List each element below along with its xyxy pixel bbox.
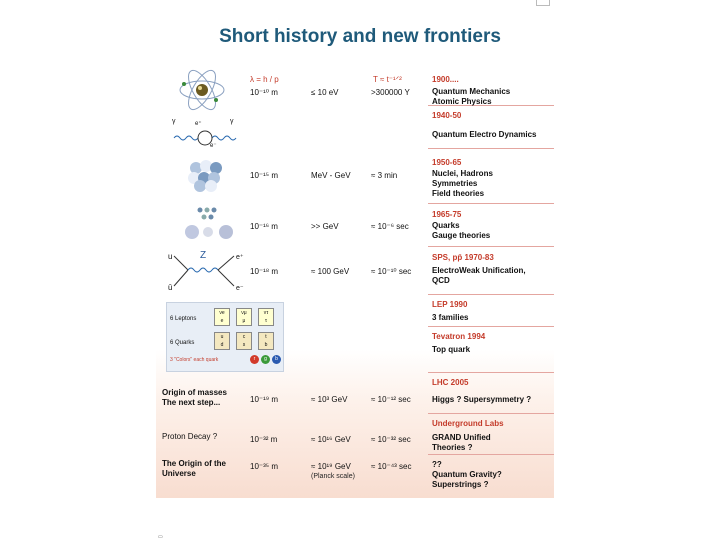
scale-value: 10⁻¹⁶ m — [250, 222, 278, 231]
era-body: Quarks Gauge theories — [432, 221, 491, 240]
energy-value: ≈ 100 GeV — [311, 267, 350, 276]
energy-value: ≤ 10 eV — [311, 88, 339, 97]
ew-ubar: ū — [168, 283, 173, 292]
time-value: ≈ 10⁻⁶ sec — [371, 222, 409, 231]
scale-value: 10⁻¹⁵ m — [250, 171, 278, 180]
atom-illustration — [176, 64, 228, 116]
ew-u: u — [168, 252, 173, 261]
era-head: SPS, pp̄ 1970-83 — [432, 253, 494, 262]
ew-eminus: e⁻ — [236, 285, 244, 292]
era-body: ?? Quantum Gravity? Superstrings ? — [432, 460, 502, 489]
energy-value: ≈ 10¹⁶ GeV — [311, 435, 351, 444]
era-divider — [428, 203, 554, 204]
era-divider — [428, 454, 554, 455]
energy-value: ≈ 10³ GeV — [311, 395, 348, 404]
era-head: Underground Labs — [432, 419, 504, 428]
lepton-cell: ντ τ — [258, 308, 274, 326]
era-body: Higgs ? Supersymmetry ? — [432, 395, 532, 404]
quarks-illustration — [182, 204, 242, 242]
era-divider — [428, 246, 554, 247]
era-divider — [428, 413, 554, 414]
nucleus-illustration — [184, 154, 228, 194]
energy-value: MeV - GeV — [311, 171, 351, 180]
scale-value: 10⁻¹⁹ m — [250, 395, 279, 404]
scale-value: 10⁻³⁵ m — [250, 462, 278, 471]
time-value: >300000 Y — [371, 88, 410, 97]
lepton-cell: νμ μ — [236, 308, 252, 326]
lambda-header: λ = h / p — [250, 75, 279, 84]
quark-cell: c s — [236, 332, 252, 350]
qed-eplus: e⁺ — [195, 121, 202, 127]
qed-eminus: e⁻ — [210, 143, 217, 149]
era-divider — [428, 326, 554, 327]
quark-cell: u d — [214, 332, 230, 350]
page-title: Short history and new frontiers — [219, 26, 501, 47]
era-head: 1950-65 — [432, 158, 462, 167]
era-head: 1900.... — [432, 75, 459, 84]
time-value: ≈ 10⁻¹² sec — [371, 395, 411, 404]
proton-decay-label: Proton Decay ? — [162, 432, 218, 441]
temperature-header: T ≈ t⁻¹ᐟ² — [373, 75, 402, 84]
qed-gamma-left: γ — [172, 118, 176, 125]
era-divider — [428, 294, 554, 295]
leptons-label: 6 Leptons — [170, 316, 197, 322]
era-body: Top quark — [432, 345, 471, 354]
qed-gamma-right: γ — [230, 118, 234, 125]
color-dot-green: g — [261, 355, 270, 364]
era-body: GRAND Unified Theories ? — [432, 433, 491, 452]
era-body: Quantum Mechanics Atomic Physics — [432, 87, 511, 106]
ew-eplus: e⁺ — [236, 254, 244, 261]
quarks-label: 6 Quarks — [170, 340, 195, 346]
era-divider — [428, 372, 554, 373]
color-dot-blue: b — [272, 355, 281, 364]
lepton-cell: νe e — [214, 308, 230, 326]
era-head: 1940-50 — [432, 111, 462, 120]
time-value: ≈ 10⁻⁴³ sec — [371, 462, 412, 471]
era-head: 1965-75 — [432, 210, 462, 219]
planck-note: (Planck scale) — [311, 473, 355, 480]
scale-value: 10⁻¹⁸ m — [250, 267, 279, 276]
corner-logo — [536, 0, 550, 6]
time-value: ≈ 3 min — [371, 171, 398, 180]
origin-universe-label: The Origin of the Universe — [162, 459, 226, 478]
color-dot-red: r — [250, 355, 259, 364]
era-body: 3 families — [432, 313, 469, 322]
era-head: LHC 2005 — [432, 378, 469, 387]
footer-logo: ▭ — [158, 534, 163, 540]
ew-z: Z — [200, 250, 207, 261]
quark-cell: t b — [258, 332, 274, 350]
energy-value: >> GeV — [311, 222, 339, 231]
time-value: ≈ 10⁻³² sec — [371, 435, 411, 444]
energy-value: ≈ 10¹⁹ GeV — [311, 462, 351, 471]
time-value: ≈ 10⁻¹⁰ sec — [371, 267, 412, 276]
era-body: ElectroWeak Unification, QCD — [432, 266, 526, 285]
scale-value: 10⁻¹⁰ m — [250, 88, 278, 97]
era-head: Tevatron 1994 — [432, 332, 486, 341]
era-body: Nuclei, Hadrons Symmetries Field theories — [432, 169, 493, 198]
era-divider — [428, 148, 554, 149]
era-body: Quantum Electro Dynamics — [432, 130, 537, 139]
colors-label: 3 "Colors" each quark — [170, 357, 219, 363]
origin-masses-label: Origin of masses The next step... — [162, 388, 227, 407]
scale-value: 10⁻³² m — [250, 435, 278, 444]
era-head: LEP 1990 — [432, 300, 468, 309]
